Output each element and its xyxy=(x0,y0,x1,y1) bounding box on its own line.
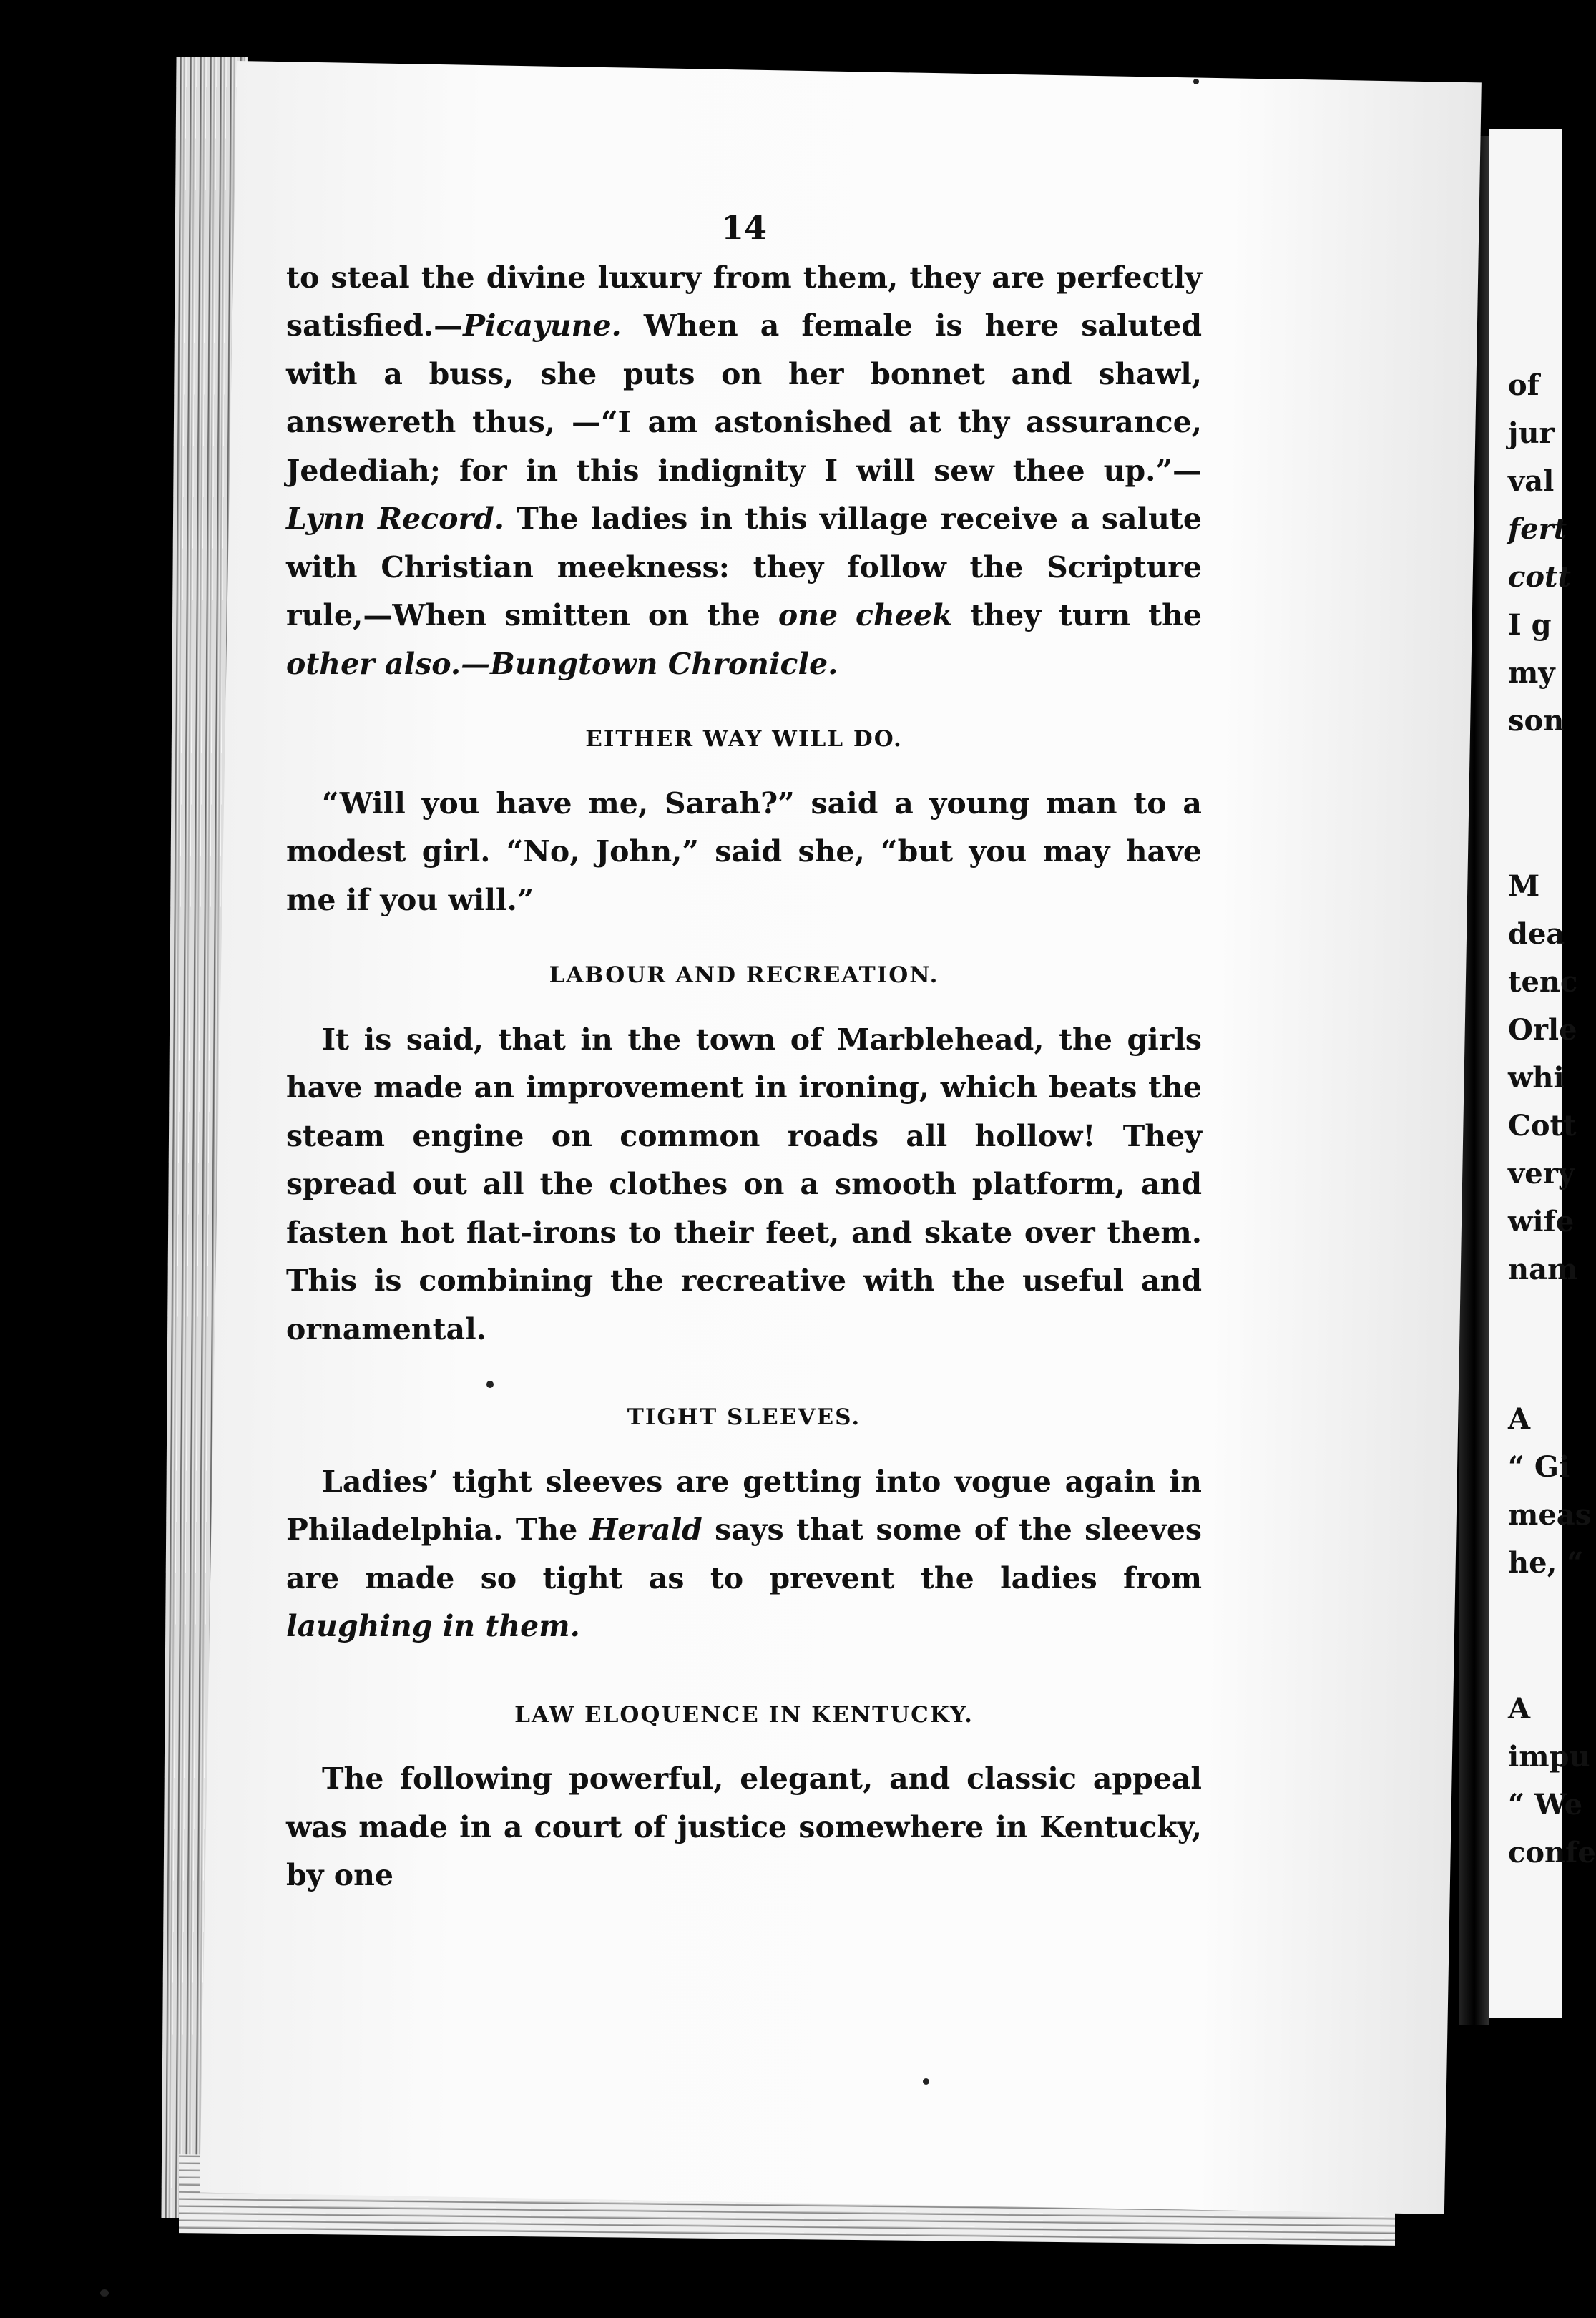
italic-text: one cheek xyxy=(778,598,953,632)
facing-page-fragment: Orle xyxy=(1508,1013,1577,1047)
text-run: It is said, that in the town of Marblehead, the girls have made an improvement in ironing, which beats the steam engine on common roads all hollow! They spread out all the clothes on a smooth platform, and fasten hot flat-irons to their feet, and skate over them. This is combining the recreative with the useful and ornamental. xyxy=(286,1022,1202,1346)
italic-text: other also.—Bungtown Chronicle. xyxy=(286,646,838,681)
text-run: says that some of the sleeves are made so tight as to prevent the ladies from xyxy=(286,1512,1202,1595)
facing-page-fragments-2 xyxy=(1508,862,1578,1294)
facing-page-fragment: Cott xyxy=(1508,1109,1577,1143)
text-run: they turn the xyxy=(952,598,1202,632)
facing-page-fragment: meas xyxy=(1508,1498,1592,1532)
facing-page-fragment: fert xyxy=(1508,512,1567,546)
section-heading: EITHER WAY WILL DO. xyxy=(585,726,903,752)
facing-page-fragment: very xyxy=(1508,1157,1575,1190)
facing-page-fragment: jur xyxy=(1508,416,1555,450)
facing-page-fragment: A xyxy=(1508,1692,1531,1726)
paragraph xyxy=(286,1016,1202,1354)
section-heading: LABOUR AND RECREATION. xyxy=(549,962,939,988)
text-blocks xyxy=(286,254,1202,1900)
facing-page-fragment: tenc xyxy=(1508,965,1578,999)
facing-page-fragment: he, “ xyxy=(1508,1546,1584,1580)
facing-page-fragments-1 xyxy=(1508,361,1572,745)
text-run: to steal the divine luxury from them, they are perfectly satisfied.— xyxy=(286,260,1202,343)
facing-page-fragment: dea xyxy=(1508,917,1565,951)
facing-page-fragment: I g xyxy=(1508,608,1552,642)
facing-page-fragment: M xyxy=(1508,869,1540,903)
facing-page-fragment: val xyxy=(1508,464,1555,498)
text-run: Ladies’ tight sleeves are getting into vogue again in Philadelphia. The xyxy=(286,1464,1202,1547)
facing-page-fragment: cott xyxy=(1508,560,1571,594)
page-number: 14 xyxy=(720,208,767,247)
facing-page-fragment: son xyxy=(1508,704,1565,738)
facing-page-fragment: confe xyxy=(1508,1836,1596,1869)
facing-page-fragment: nam xyxy=(1508,1253,1578,1286)
italic-text: Picayune. xyxy=(463,308,622,343)
paragraph xyxy=(286,1755,1202,1900)
italic-text: laughing in them. xyxy=(286,1609,580,1643)
section-heading: TIGHT SLEEVES. xyxy=(627,1404,861,1430)
facing-page-fragment: impu xyxy=(1508,1740,1590,1774)
facing-page-fragment: A xyxy=(1508,1402,1531,1436)
text-run: When a female is here saluted with a buss, she puts on her bonnet and shawl, answereth thus, —“I am astonished at thy assurance, Jedediah; for in this indignity I will sew thee up.”— xyxy=(286,308,1202,488)
section-heading: LAW ELOQUENCE IN KENTUCKY. xyxy=(514,1701,974,1728)
facing-page-fragment: “ Gi xyxy=(1508,1450,1570,1484)
ink-speck xyxy=(1193,79,1199,84)
facing-page-fragments-4 xyxy=(1508,1685,1596,1877)
facing-page-fragment: of xyxy=(1508,368,1539,402)
ink-speck xyxy=(100,2289,109,2297)
text-run: The ladies in this village receive a salute with Christian meekness: they follow the Scripture rule,—When smitten on the xyxy=(286,502,1202,632)
italic-text: Lynn Record. xyxy=(286,502,505,536)
facing-page-fragment: whi xyxy=(1508,1061,1565,1095)
facing-page-fragments-3 xyxy=(1508,1395,1592,1587)
facing-page-fragment: wife xyxy=(1508,1205,1575,1238)
page-text xyxy=(286,204,1202,1900)
paragraph xyxy=(286,1458,1202,1651)
ink-speck xyxy=(486,1381,494,1388)
text-run: The following powerful, elegant, and classic appeal was made in a court of justice somewhere in Kentucky, by one xyxy=(286,1761,1202,1892)
paragraph xyxy=(286,780,1202,925)
paragraph xyxy=(286,254,1202,689)
text-run: “Will you have me, Sarah?” said a young man to a modest girl. “No, John,” said she, “but you may have me if you will.” xyxy=(286,786,1202,917)
facing-page-fragment: my xyxy=(1508,656,1555,690)
facing-page-fragment: “ We xyxy=(1508,1788,1583,1821)
ink-speck xyxy=(923,2078,929,2085)
italic-text: Herald xyxy=(589,1512,702,1547)
